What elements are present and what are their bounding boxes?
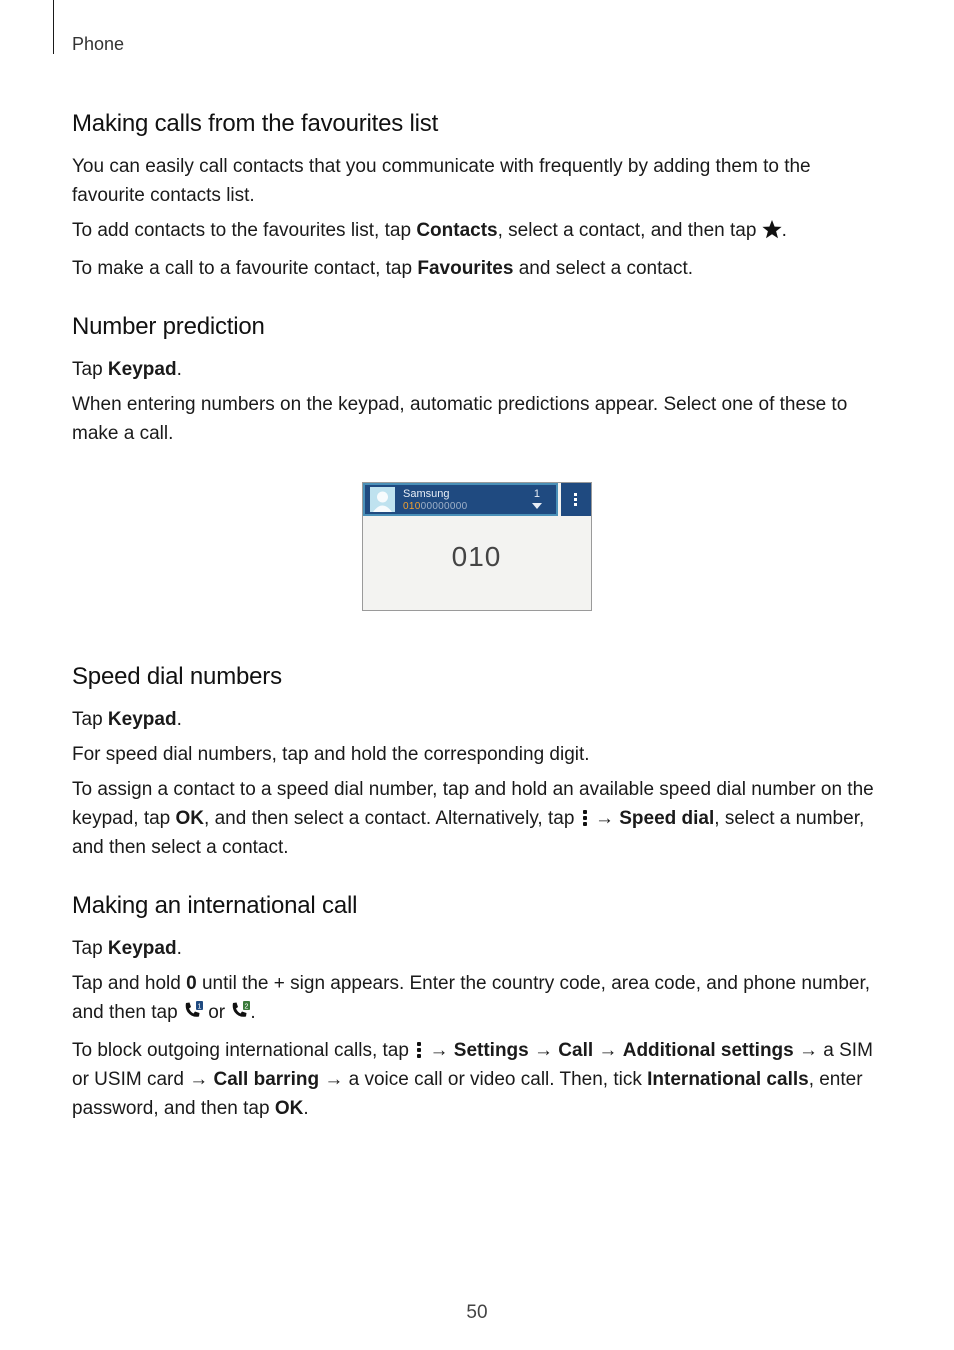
- ui-term-contacts: Contacts: [416, 220, 498, 241]
- section-speed-dial: [72, 663, 882, 862]
- paragraph: To assign a contact to a speed dial number, tap and hold an available speed dial number on the keypad, tap OK, and then select a contact. Alternatively, tap → Speed dial, select a number, and then select a contact.: [72, 779, 874, 858]
- paragraph: To make a call to a favourite contact, tap Favourites and select a contact.: [72, 258, 694, 279]
- running-head: Phone: [72, 34, 125, 54]
- paragraph: To add contacts to the favourites list, tap Contacts, select a contact, and then tap .: [72, 216, 882, 248]
- paragraph: For speed dial numbers, tap and hold the corresponding digit.: [72, 744, 590, 765]
- svg-text:2: 2: [244, 1003, 249, 1011]
- page-content: [72, 110, 882, 1153]
- paragraph: Tap Keypad.: [72, 359, 182, 380]
- expand-predictions-icon[interactable]: [532, 503, 542, 509]
- paragraph: Tap Keypad.: [72, 938, 182, 959]
- more-options-icon[interactable]: [561, 483, 591, 516]
- ui-term-ok: OK: [175, 808, 205, 829]
- dialed-number: 010: [451, 541, 502, 572]
- ui-term-call: Call: [558, 1040, 594, 1061]
- page-edge-line: [53, 0, 54, 54]
- ui-term-call-barring: Call barring: [213, 1069, 320, 1090]
- paragraph: When entering numbers on the keypad, automatic predictions appear. Select one of these to make a call.: [72, 394, 848, 444]
- call-sim2-icon: [230, 1001, 250, 1030]
- ui-term-additional-settings: Additional settings: [622, 1040, 794, 1061]
- more-options-icon: [416, 1040, 422, 1060]
- section-title: Speed dial numbers: [72, 663, 282, 690]
- section-international-call: [72, 892, 882, 1123]
- svg-text:1: 1: [197, 1003, 202, 1011]
- prediction-count: 1: [533, 488, 540, 500]
- paragraph: You can easily call contacts that you communicate with frequently by adding them to the favourite contacts list.: [72, 156, 811, 206]
- prediction-item[interactable]: [363, 483, 558, 516]
- ui-term-speed-dial: Speed dial: [619, 808, 715, 829]
- star-icon: [762, 219, 782, 248]
- ui-term-settings: Settings: [453, 1040, 529, 1061]
- paragraph: Tap and hold 0 until the + sign appears. Enter the country code, area code, and phone number, and then tap 1 or 2 .: [72, 969, 882, 1030]
- section-number-prediction: [72, 313, 882, 611]
- page-number: 50: [466, 1302, 488, 1323]
- ui-term-keypad: Keypad: [107, 709, 177, 730]
- paragraph: Tap Keypad.: [72, 709, 182, 730]
- ui-term-favourites: Favourites: [417, 258, 514, 279]
- call-sim1-icon: [183, 1001, 203, 1030]
- more-options-icon: [582, 808, 588, 828]
- ui-term-keypad: Keypad: [107, 938, 177, 959]
- ui-term-ok: OK: [274, 1098, 304, 1119]
- prediction-contact-number: 01000000000: [403, 501, 468, 512]
- number-prediction-screenshot: [362, 482, 592, 611]
- section-title: Making calls from the favourites list: [72, 110, 439, 137]
- ui-term-zero: 0: [186, 973, 197, 994]
- prediction-contact-name: Samsung: [403, 488, 450, 500]
- ui-term-keypad: Keypad: [107, 359, 177, 380]
- section-title: Number prediction: [72, 313, 265, 340]
- section-favourites: [72, 110, 882, 283]
- section-title: Making an international call: [72, 892, 358, 919]
- contact-avatar-icon: [370, 487, 395, 512]
- ui-term-international-calls: International calls: [647, 1069, 809, 1090]
- paragraph: To block outgoing international calls, tap → Settings → Call → Additional settings → a SIM or USIM card → Call barring → a voice call or video call. Then, tick International calls, enter password, and then tap OK.: [72, 1040, 873, 1119]
